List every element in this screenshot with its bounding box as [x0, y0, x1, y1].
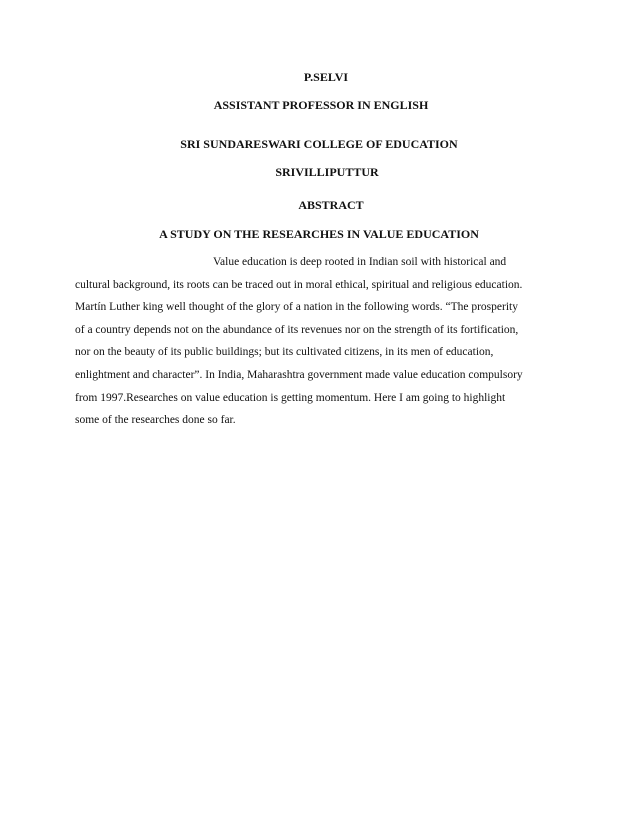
abstract-line: cultural background, its roots can be traced out in moral ethical, spiritual and religious education.	[75, 278, 523, 291]
abstract-line: Value education is deep rooted in Indian soil with historical and	[213, 256, 507, 268]
abstract-line: of a country depends not on the abundance of its revenues nor on the strength of its fortification,	[75, 323, 519, 336]
author-name: P.SELVI	[303, 70, 349, 84]
author-position: ASSISTANT PROFESSOR IN ENGLISH	[213, 98, 429, 112]
abstract-line: some of the researches done so far.	[75, 414, 236, 427]
paper-title: A STUDY ON THE RESEARCHES IN VALUE EDUCATION	[159, 227, 479, 241]
abstract-line: from 1997.Researches on value education is getting momentum. Here I am going to highlight	[75, 391, 506, 404]
section-heading: ABSTRACT	[298, 198, 364, 212]
abstract-line: enlightment and character”. In India, Maharashtra government made value education compulsory	[75, 368, 523, 381]
abstract-line: Martín Luther king well thought of the glory of a nation in the following words. “The prosperity	[75, 301, 518, 314]
abstract-line: nor on the beauty of its public buildings; but its cultivated citizens, in its men of education,	[75, 346, 494, 359]
college-name: SRI SUNDARESWARI COLLEGE OF EDUCATION	[180, 137, 458, 151]
abstract-paragraph	[75, 251, 575, 432]
college-place: SRIVILLIPUTTUR	[275, 165, 379, 179]
